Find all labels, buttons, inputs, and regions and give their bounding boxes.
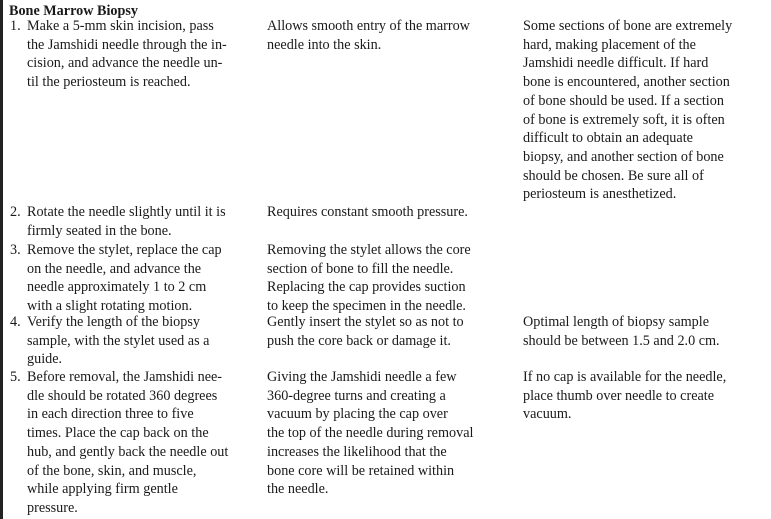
rationale-text: [267, 17, 512, 54]
rationale-text: [267, 313, 512, 350]
text-line: If no cap is available for the needle,: [523, 369, 727, 385]
section-title: Bone Marrow Biopsy: [9, 3, 139, 19]
text-line: increases the likelihood that the: [267, 443, 447, 460]
text-line: Before removal, the Jamshidi nee-: [27, 369, 223, 385]
rationale-text: [267, 203, 512, 222]
text-line: vacuum.: [523, 406, 572, 423]
text-line: Allows smooth entry of the marrow: [267, 18, 470, 34]
text-line: Removing the stylet allows the core: [267, 242, 471, 258]
step-number: 3.: [10, 242, 21, 258]
text-line: periosteum is anesthetized.: [523, 186, 677, 203]
step-text: [27, 17, 262, 92]
text-line: needle approximately 1 to 2 cm: [27, 279, 207, 296]
notes-text: [523, 368, 768, 424]
notes-text: [523, 17, 768, 204]
text-line: firmly seated in the bone.: [27, 222, 172, 239]
text-line: Gently insert the stylet so as not to: [267, 314, 464, 330]
text-line: Jamshidi needle difficult. If hard: [523, 55, 709, 72]
text-line: should be chosen. Be sure all of: [523, 167, 704, 184]
text-line: push the core back or damage it.: [267, 332, 451, 349]
text-line: cision, and advance the needle un-: [27, 55, 223, 72]
text-line: place thumb over needle to create: [523, 387, 715, 404]
text-line: Replacing the cap provides suction: [267, 279, 466, 296]
text-line: Giving the Jamshidi needle a few: [267, 369, 457, 385]
text-line: should be between 1.5 and 2.0 cm.: [523, 332, 720, 349]
text-line: 360-degree turns and creating a: [267, 387, 446, 404]
step-number: 2.: [10, 204, 21, 220]
text-line: dle should be rotated 360 degrees: [27, 387, 218, 404]
step-text: [27, 241, 262, 316]
text-line: vacuum by placing the cap over: [267, 406, 448, 423]
text-line: in each direction three to five: [27, 406, 194, 423]
rationale-text: [267, 241, 512, 316]
notes-text: [523, 313, 768, 350]
text-line: hub, and gently back the needle out: [27, 443, 229, 460]
text-line: bone is encountered, another section: [523, 74, 730, 91]
text-line: needle into the skin.: [267, 36, 382, 53]
text-line: times. Place the cap back on the: [27, 425, 209, 442]
text-line: while applying firm gentle: [27, 481, 178, 498]
text-line: the top of the needle during removal: [267, 425, 474, 442]
step-number: 4.: [10, 314, 21, 330]
text-line: Requires constant smooth pressure.: [267, 204, 468, 220]
text-line: Some sections of bone are extremely: [523, 18, 733, 34]
text-line: Verify the length of the biopsy: [27, 314, 200, 330]
step-text: [27, 368, 262, 518]
step-number: 1.: [10, 18, 21, 34]
rationale-text: [267, 368, 512, 499]
text-line: of the bone, skin, and muscle,: [27, 462, 197, 479]
text-line: Remove the stylet, replace the cap: [27, 242, 222, 258]
text-line: of bone should be used. If a section: [523, 92, 724, 109]
step-text: [27, 203, 262, 240]
text-line: of bone is extremely soft, it is often: [523, 111, 725, 128]
text-line: Make a 5-mm skin incision, pass: [27, 18, 214, 34]
text-line: sample, with the stylet used as a: [27, 332, 210, 349]
text-line: with a slight rotating motion.: [27, 298, 193, 315]
text-line: the Jamshidi needle through the in-: [27, 36, 227, 53]
text-line: guide.: [27, 351, 63, 368]
step-text: [27, 313, 262, 369]
text-line: pressure.: [27, 499, 78, 516]
text-line: to keep the specimen in the needle.: [267, 298, 466, 315]
text-line: difficult to obtain an adequate: [523, 130, 693, 147]
text-line: section of bone to fill the needle.: [267, 260, 454, 277]
text-line: til the periosteum is reached.: [27, 74, 191, 91]
text-line: on the needle, and advance the: [27, 260, 202, 277]
text-line: the needle.: [267, 481, 329, 498]
text-line: bone core will be retained within: [267, 462, 455, 479]
left-rule: [0, 0, 3, 519]
text-line: Optimal length of biopsy sample: [523, 314, 709, 330]
step-number: 5.: [10, 369, 21, 385]
text-line: hard, making placement of the: [523, 36, 696, 53]
text-line: Rotate the needle slightly until it is: [27, 204, 226, 220]
text-line: biopsy, and another section of bone: [523, 148, 724, 165]
